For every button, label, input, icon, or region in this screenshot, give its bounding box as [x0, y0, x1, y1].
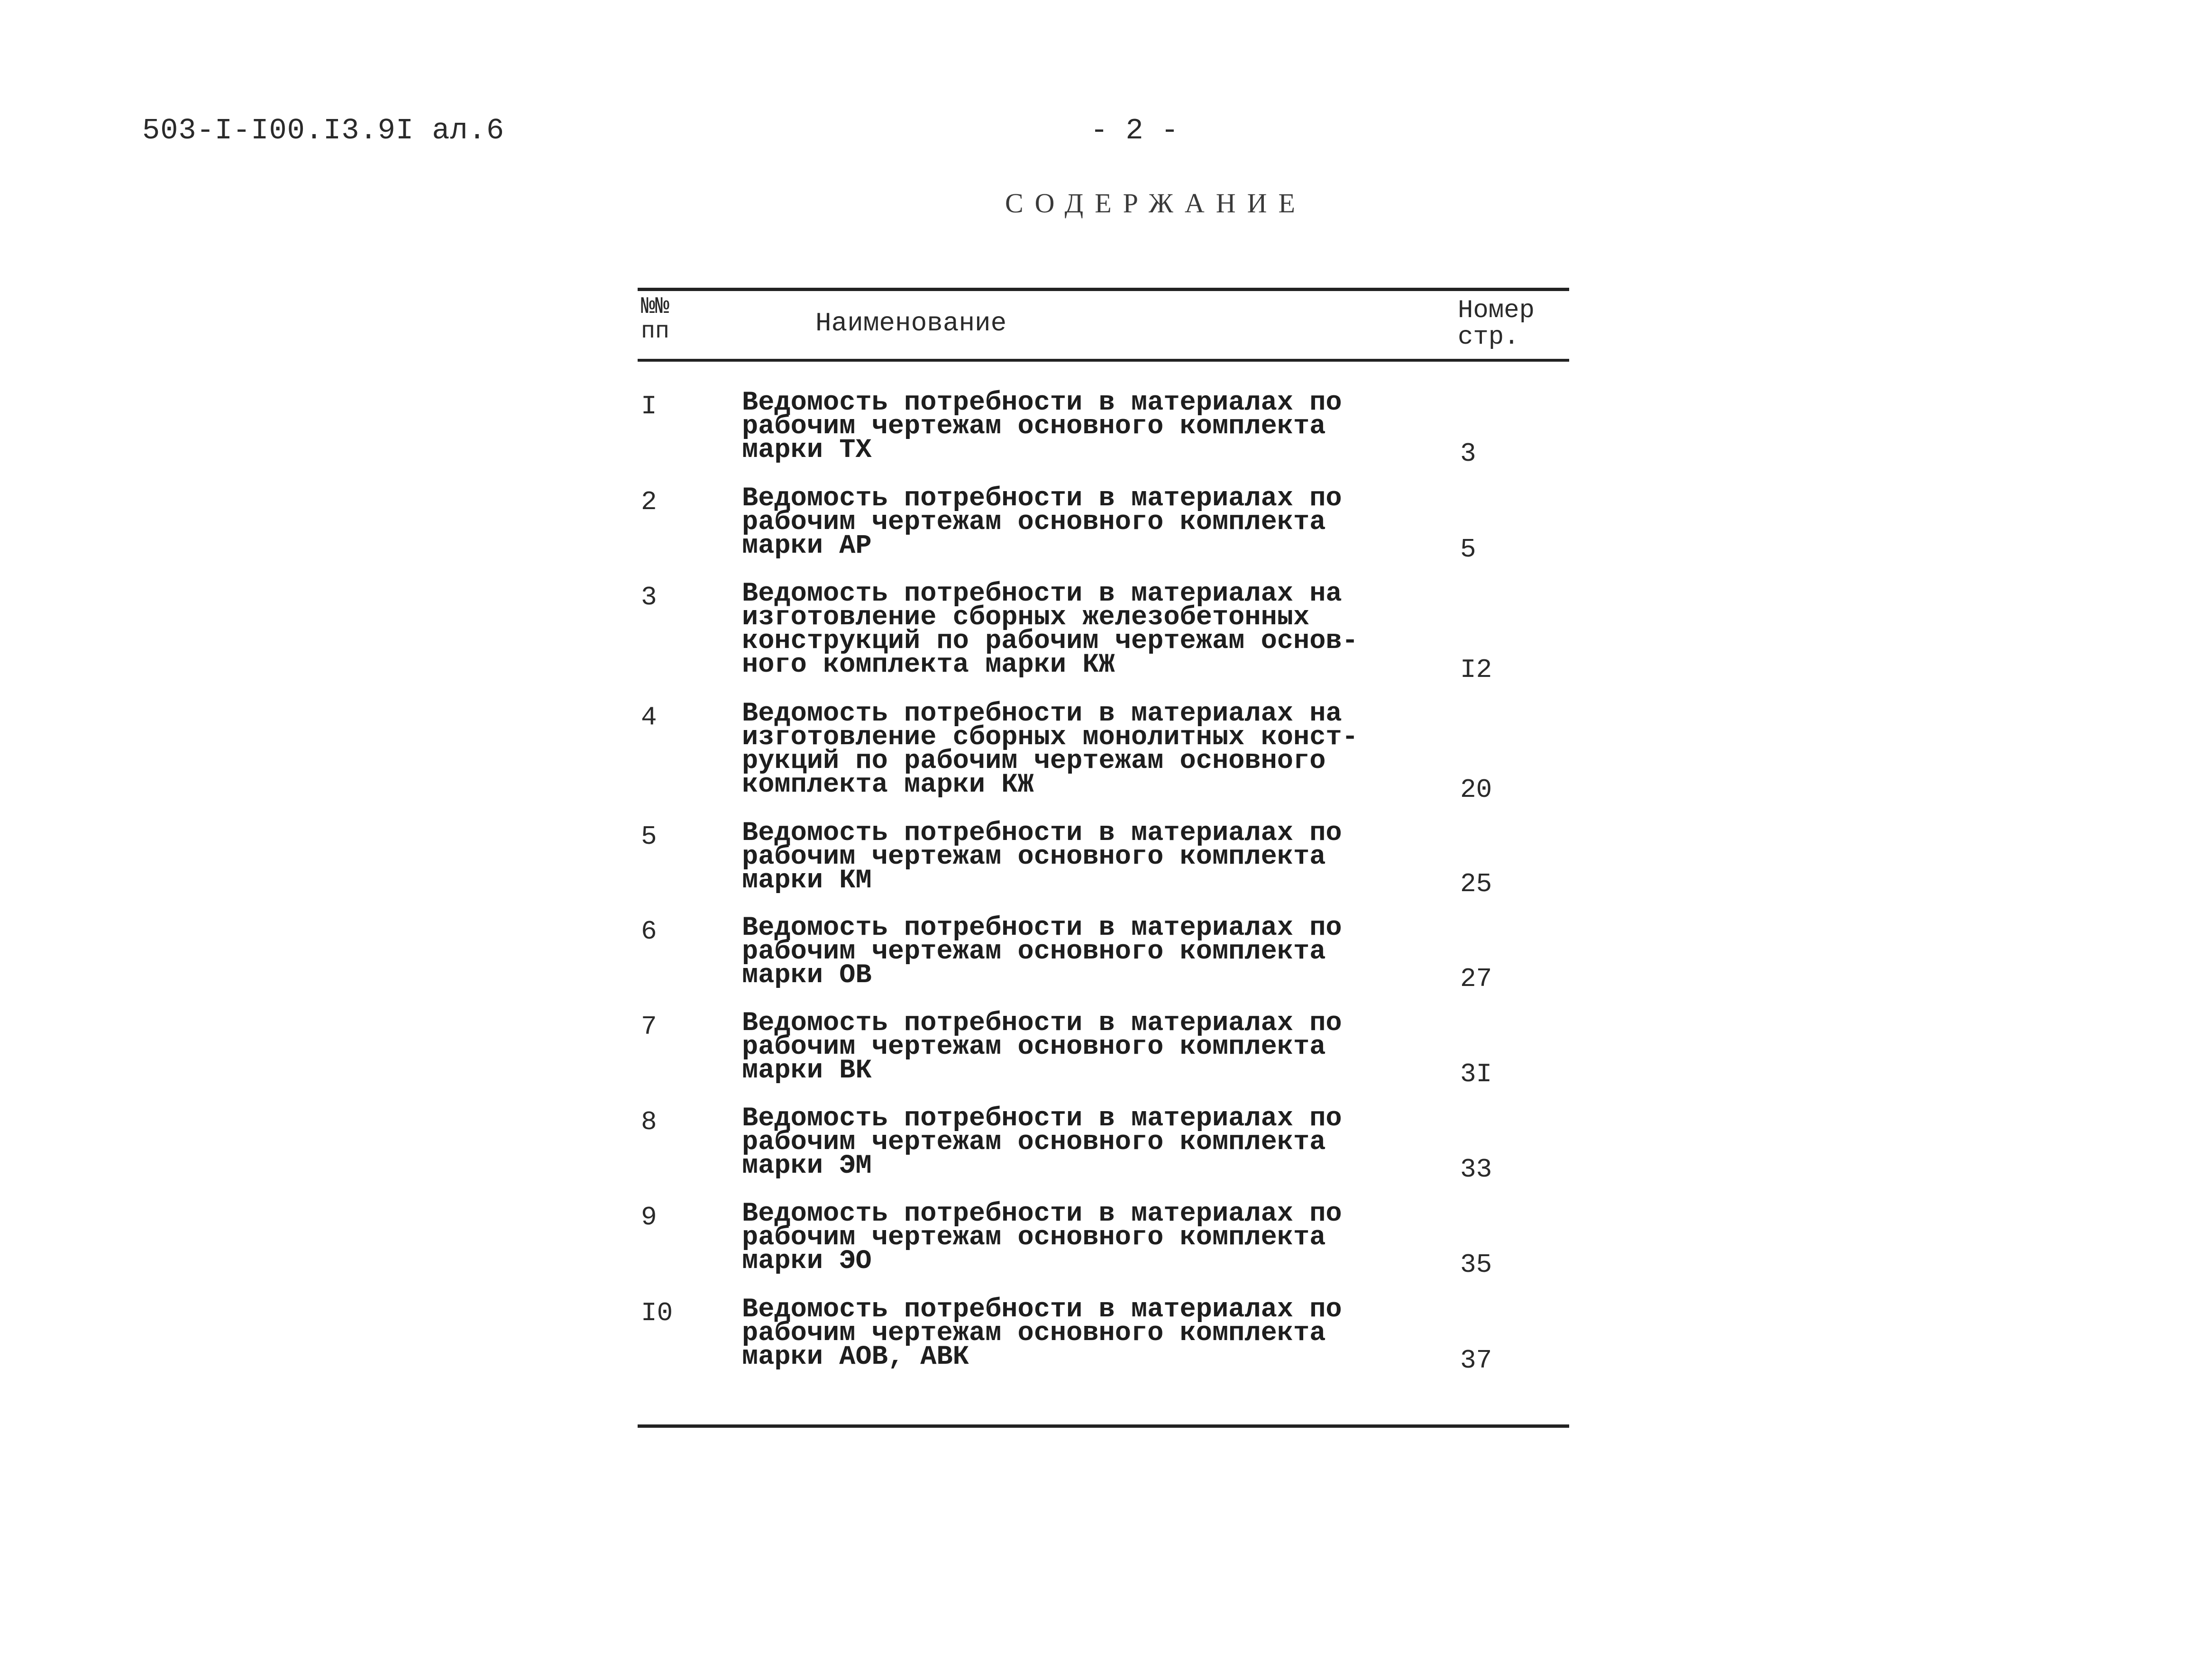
table-header-rule	[638, 359, 1569, 362]
table-top-rule	[638, 288, 1569, 291]
row-title: Ведомость потребности в материалах по рабочим чертежам основного комплекта марки ТХ	[742, 388, 1342, 465]
page-number: - 2 -	[1090, 114, 1179, 147]
row-number: I0	[641, 1298, 673, 1328]
column-header-name: Наименование	[815, 308, 1007, 338]
row-number: 8	[641, 1107, 657, 1137]
row-title: Ведомость потребности в материалах по рабочим чертежам основного комплекта марки АОВ, АВК	[742, 1295, 1342, 1372]
row-title: Ведомость потребности в материалах по рабочим чертежам основного комплекта марки ОВ	[742, 913, 1342, 991]
row-number: 6	[641, 916, 657, 947]
row-title: Ведомость потребности в материалах по рабочим чертежам основного комплекта марки ВК	[742, 1008, 1342, 1086]
row-page: 20	[1460, 775, 1492, 805]
row-title: Ведомость потребности в материалах по рабочим чертежам основного комплекта марки ЭО	[742, 1199, 1342, 1277]
row-page: 35	[1460, 1250, 1492, 1280]
row-title: Ведомость потребности в материалах на изготовление сборных монолитных конст- рукций по рабочим чертежам основного комплекта марки КЖ	[742, 699, 1358, 800]
row-page: 3I	[1460, 1059, 1492, 1089]
row-number: 4	[641, 702, 657, 732]
document-code: 503-I-I00.I3.9I ал.6	[142, 114, 505, 147]
row-page: 3	[1460, 438, 1476, 469]
row-number: 2	[641, 487, 657, 517]
row-title: Ведомость потребности в материалах по рабочим чертежам основного комплекта марки АР	[742, 484, 1342, 561]
page-title: СОДЕРЖАНИЕ	[1005, 188, 1307, 219]
row-number: I	[641, 391, 657, 421]
row-page: 37	[1460, 1345, 1492, 1376]
row-number: 3	[641, 582, 657, 612]
row-title: Ведомость потребности в материалах на изготовление сборных железобетонных конструкций по рабочим чертежам основ- ного комплекта марки КЖ	[742, 579, 1358, 680]
row-page: I2	[1460, 655, 1492, 685]
row-number: 5	[641, 821, 657, 852]
row-number: 9	[641, 1202, 657, 1232]
row-page: 27	[1460, 964, 1492, 994]
row-page: 25	[1460, 869, 1492, 899]
row-title: Ведомость потребности в материалах по рабочим чертежам основного комплекта марки КМ	[742, 818, 1342, 896]
row-title: Ведомость потребности в материалах по рабочим чертежам основного комплекта марки ЭМ	[742, 1104, 1342, 1181]
table-bottom-rule	[638, 1424, 1569, 1428]
column-header-page: Номер стр.	[1458, 296, 1535, 352]
column-header-num: №№ пп	[641, 293, 670, 345]
row-page: 33	[1460, 1154, 1492, 1185]
row-page: 5	[1460, 534, 1476, 565]
row-number: 7	[641, 1012, 657, 1042]
